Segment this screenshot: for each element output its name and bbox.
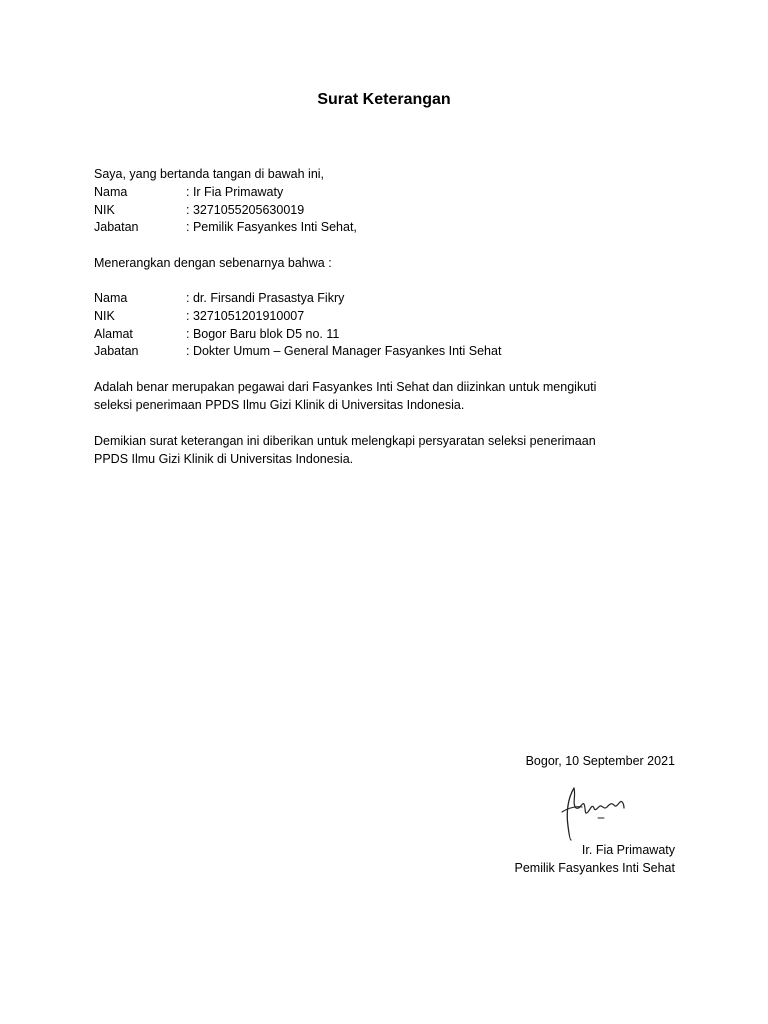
field-label: Alamat xyxy=(94,326,133,341)
handwritten-signature xyxy=(554,778,634,846)
paragraph-line: Adalah benar merupakan pegawai dari Fasyankes Inti Sehat dan diizinkan untuk mengikuti xyxy=(94,380,597,394)
field-value: : 3271055205630019 xyxy=(186,202,305,217)
subject-field-alamat xyxy=(94,326,694,344)
statement-section xyxy=(94,255,694,273)
signer-section xyxy=(94,166,694,237)
field-label: Nama xyxy=(94,291,128,305)
field-value: : dr. Firsandi Prasastya Fikry xyxy=(186,291,345,305)
paragraph-employment xyxy=(94,379,694,415)
signer-field-nama xyxy=(94,184,694,202)
signer-name: Ir. Fia Primawaty xyxy=(581,843,675,857)
statement-line: Menerangkan dengan sebenarnya bahwa : xyxy=(94,256,332,270)
field-label: NIK xyxy=(94,308,115,323)
field-label: Nama xyxy=(94,184,128,199)
intro-line: Saya, yang bertanda tangan di bawah ini, xyxy=(94,167,325,181)
paragraph-line: seleksi penerimaan PPDS Ilmu Gizi Klinik di Universitas Indonesia. xyxy=(94,397,465,412)
paragraph-line: PPDS Ilmu Gizi Klinik di Universitas Indonesia. xyxy=(94,451,354,466)
field-label: NIK xyxy=(94,202,115,217)
field-value: : Dokter Umum – General Manager Fasyankes Inti Sehat xyxy=(186,344,502,359)
subject-field-nama xyxy=(94,290,694,308)
signer-field-nik xyxy=(94,202,694,220)
paragraph-line: Demikian surat keterangan ini diberikan untuk melengkapi persyaratan seleksi penerimaan xyxy=(94,434,596,448)
subject-field-nik xyxy=(94,308,694,326)
field-value: : Bogor Baru blok D5 no. 11 xyxy=(186,326,340,341)
place-date: Bogor, 10 September 2021 xyxy=(525,754,675,768)
field-value: : Pemilik Fasyankes Inti Sehat, xyxy=(186,220,357,235)
document-title: Surat Keterangan xyxy=(317,91,451,108)
field-label: Jabatan xyxy=(94,344,139,359)
field-value: : 3271051201910007 xyxy=(186,308,305,323)
field-value: : Ir Fia Primawaty xyxy=(186,184,284,199)
signer-field-jabatan xyxy=(94,219,694,237)
signer-title: Pemilik Fasyankes Inti Sehat xyxy=(514,861,675,875)
field-label: Jabatan xyxy=(94,220,139,235)
subject-field-jabatan xyxy=(94,343,694,361)
paragraph-closing xyxy=(94,433,694,469)
subject-section xyxy=(94,290,694,361)
